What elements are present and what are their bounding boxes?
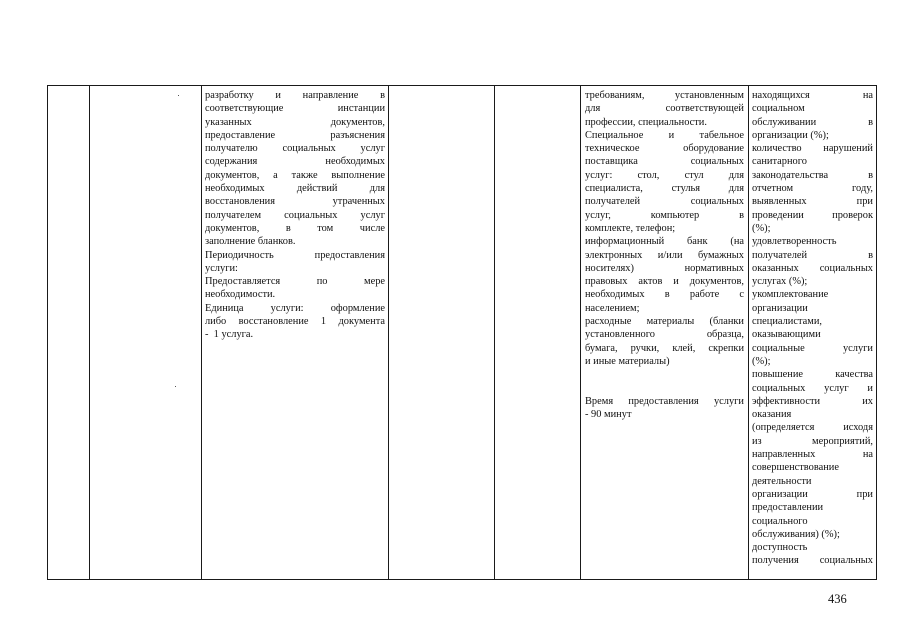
text-line: социального bbox=[752, 515, 808, 527]
scan-speck bbox=[178, 95, 179, 96]
text-line: направленных на bbox=[752, 449, 873, 461]
text-line: организации (%); bbox=[752, 129, 829, 141]
text-line: совершенствование bbox=[752, 462, 839, 474]
text-line: санитарного bbox=[752, 156, 807, 168]
text-line: профессии, специальности. bbox=[585, 116, 707, 128]
column-divider bbox=[47, 85, 48, 580]
service-conditions-cell bbox=[585, 89, 744, 421]
text-line: - 1 услуга. bbox=[205, 329, 254, 341]
column-divider bbox=[388, 85, 389, 580]
column-divider bbox=[580, 85, 581, 580]
text-line: (%); bbox=[752, 222, 771, 234]
column-divider bbox=[89, 85, 90, 580]
text-line: услуг: стол, стул для bbox=[585, 169, 744, 181]
text-line: документов, а также выполнение bbox=[205, 169, 385, 181]
text-line: установленного образца, bbox=[585, 329, 744, 341]
text-line: специалистами, bbox=[752, 316, 822, 328]
text-line: повышение качества bbox=[752, 369, 873, 381]
text-line: (определяется исходя bbox=[752, 422, 873, 434]
text-line: разработку и направление в bbox=[205, 90, 385, 101]
text-line: количество нарушений bbox=[752, 143, 873, 155]
text-line: соответствующие инстанции bbox=[205, 103, 385, 115]
text-line: носителях) нормативных bbox=[585, 262, 744, 274]
text-line: Специальное и табельное bbox=[585, 129, 744, 141]
column-divider bbox=[494, 85, 495, 580]
text-line: правовых актов и документов, bbox=[585, 276, 744, 288]
text-line: получателей социальных bbox=[585, 196, 744, 208]
text-line: требованиям, установленным bbox=[585, 90, 744, 101]
text-line: необходимых в работе с bbox=[585, 289, 744, 301]
text-line: укомплектование bbox=[752, 289, 829, 301]
text-line: организации bbox=[752, 302, 808, 314]
text-line: социальном bbox=[752, 103, 805, 115]
quality-indicators-cell bbox=[752, 89, 873, 568]
page-number: 436 bbox=[828, 592, 847, 606]
text-line: проведении проверок bbox=[752, 209, 873, 221]
text-line: оказывающими bbox=[752, 329, 821, 341]
text-line: электронных и/или бумажных bbox=[585, 249, 744, 261]
text-line: расходные материалы (бланки bbox=[585, 316, 744, 328]
text-line: выявленных при bbox=[752, 196, 873, 208]
text-line: услуг, компьютер в bbox=[585, 209, 744, 221]
text-line: доступность bbox=[752, 542, 808, 554]
text-line bbox=[585, 368, 744, 381]
text-line: предоставлении bbox=[752, 502, 824, 514]
text-line: эффективности их bbox=[752, 395, 873, 407]
column-divider bbox=[876, 85, 877, 580]
text-line: обслуживании в bbox=[752, 116, 873, 128]
text-line: комплекте, телефон; bbox=[585, 222, 676, 234]
text-line: обслуживания) (%); bbox=[752, 528, 840, 540]
text-line: из мероприятий, bbox=[752, 435, 873, 447]
text-line: документов, в том числе bbox=[205, 222, 385, 234]
text-line: информационный банк (на bbox=[585, 236, 744, 248]
text-line: услуги: bbox=[205, 262, 238, 274]
column-divider bbox=[748, 85, 749, 580]
text-line: предоставление разъяснения bbox=[205, 129, 385, 141]
text-line: специалиста, стулья для bbox=[585, 183, 744, 195]
text-line: получателей в bbox=[752, 249, 873, 261]
text-line: (%); bbox=[752, 355, 771, 367]
text-line: для соответствующей bbox=[585, 103, 744, 115]
text-line: находящихся на bbox=[752, 90, 873, 101]
text-line: бумага, ручки, клей, скрепки bbox=[585, 342, 744, 354]
text-line: поставщика социальных bbox=[585, 156, 744, 168]
table-top-border bbox=[47, 85, 877, 86]
text-line: содержания необходимых bbox=[205, 156, 385, 168]
text-line: Единица услуги: оформление bbox=[205, 302, 385, 314]
text-line: Предоставляется по мере bbox=[205, 276, 385, 288]
scan-speck bbox=[175, 386, 176, 387]
column-divider bbox=[201, 85, 202, 580]
text-line: получателю социальных услуг bbox=[205, 143, 385, 155]
text-line: Периодичность предоставления bbox=[205, 249, 385, 261]
service-content-cell bbox=[205, 89, 385, 342]
text-line: деятельности bbox=[752, 475, 812, 487]
text-line: - 90 минут bbox=[585, 409, 632, 421]
text-line: организации при bbox=[752, 488, 873, 500]
text-line: услугах (%); bbox=[752, 276, 808, 288]
text-line: удовлетворенность bbox=[752, 236, 837, 248]
text-line: оказания bbox=[752, 409, 792, 421]
text-line: необходимости. bbox=[205, 289, 276, 301]
text-line: указанных документов, bbox=[205, 116, 385, 128]
text-line bbox=[585, 382, 744, 395]
text-line: техническое оборудование bbox=[585, 143, 744, 155]
text-line: либо восстановление 1 документа bbox=[205, 316, 385, 328]
text-line: Время предоставления услуги bbox=[585, 395, 744, 407]
text-line: восстановления утраченных bbox=[205, 196, 385, 208]
text-line: населением; bbox=[585, 302, 640, 314]
text-line: и иные материалы) bbox=[585, 355, 670, 367]
text-line: отчетном году, bbox=[752, 183, 873, 195]
text-line: заполнение бланков. bbox=[205, 236, 296, 248]
text-line: необходимых действий для bbox=[205, 183, 385, 195]
table-bottom-border bbox=[47, 579, 877, 580]
text-line: оказанных социальных bbox=[752, 262, 873, 274]
services-table bbox=[47, 85, 877, 580]
text-line: социальных услуг и bbox=[752, 382, 873, 394]
text-line: получателем социальных услуг bbox=[205, 209, 385, 221]
text-line: получения социальных bbox=[752, 555, 873, 567]
text-line: социальные услуги bbox=[752, 342, 873, 354]
text-line: законодательства в bbox=[752, 169, 873, 181]
